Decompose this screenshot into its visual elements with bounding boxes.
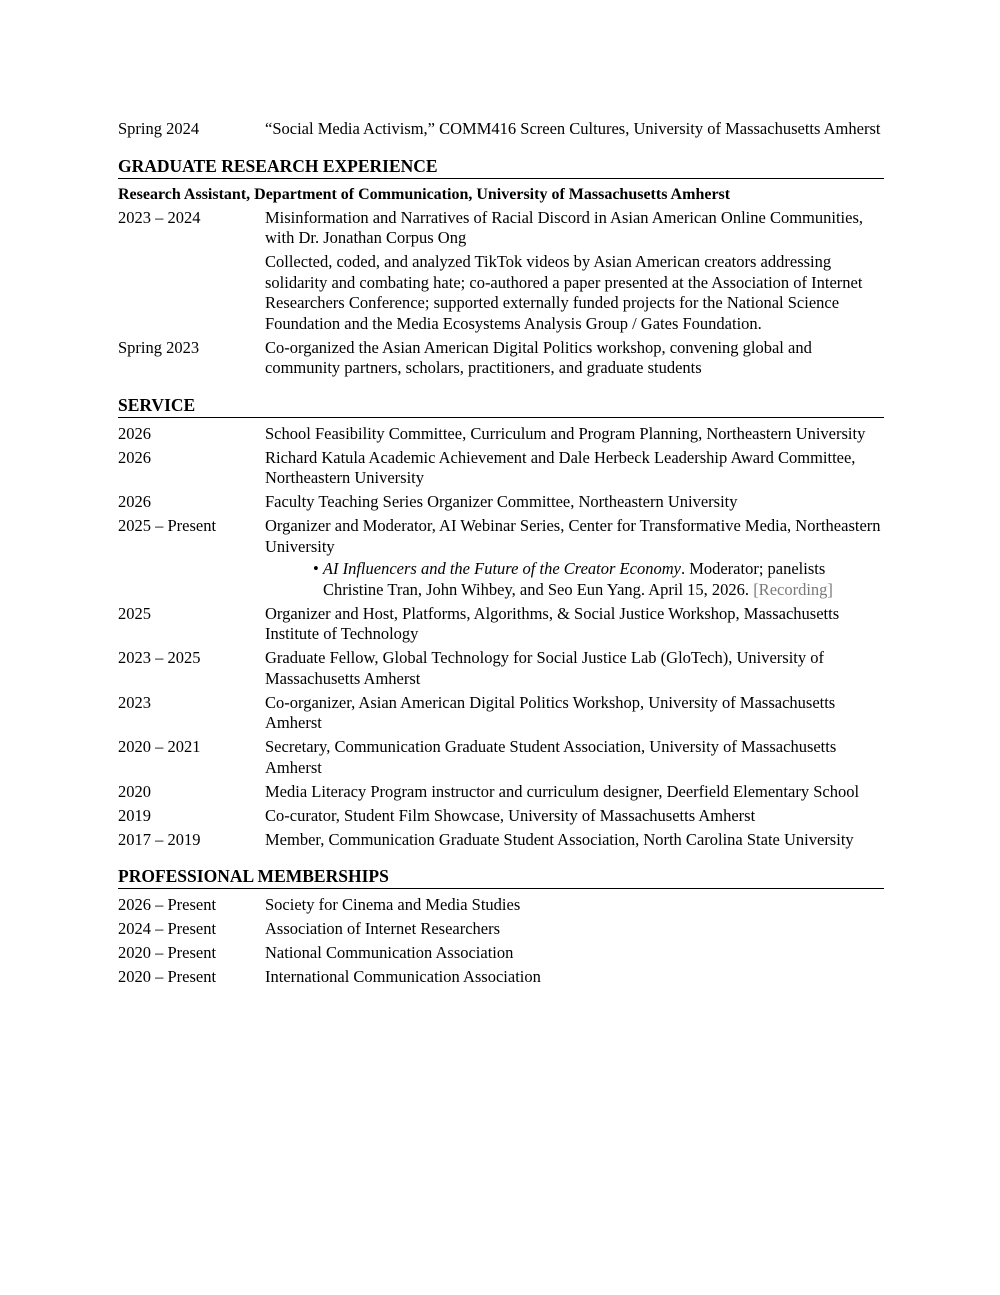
entry-date: 2019 [118,805,151,825]
entry-text: Media Literacy Program instructor and curriculum designer, Deerfield Elementary School [265,781,860,801]
service-entry [118,806,884,827]
entry-date: 2023 – 2024 [118,207,201,227]
research-entry [118,338,884,379]
service-entry [118,648,884,689]
entry-date: 2026 – Present [118,895,217,914]
entry-text: Richard Katula Academic Achievement and Dale Herbeck Leadership Award Committee, Northeastern University [265,447,856,487]
entry-text: Co-curator, Student Film Showcase, University of Massachusetts Amherst [265,805,756,825]
entry-text: International Communication Association [265,967,541,986]
membership-entry [118,919,884,940]
research-description: Collected, coded, and analyzed TikTok videos by Asian American creators addressing solidarity and combating hate; co-authored a paper presented at the Association of Internet Researchers Conference; supported externally funded projects for the National Science Foundation and the Media Ecosystems Analysis Group / Gates Foundation. [265,252,863,333]
entry-text: “Social Media Activism,” COMM416 Screen Cultures, University of Massachusetts Amherst [265,119,881,138]
entry-date: 2026 [118,423,151,443]
entry-date: Spring 2023 [118,337,200,357]
webinar-item [265,559,884,600]
service-entry [118,830,884,851]
entry-date: 2026 [118,447,151,467]
entry-text: Association of Internet Researchers [265,919,501,938]
entry-date: 2023 [118,692,151,712]
section-title-service: SERVICE [118,395,884,418]
membership-entry [118,967,884,988]
research-entry [118,208,884,335]
entry-date: 2026 [118,492,151,511]
teaching-entry [118,119,884,140]
entry-date: 2017 – 2019 [118,829,201,849]
membership-entry [118,943,884,964]
entry-text: Organizer and Host, Platforms, Algorithms, & Social Justice Workshop, Massachusetts Institute of Technology [265,603,840,643]
entry-text: Graduate Fellow, Global Technology for Social Justice Lab (GloTech), University of Massachusetts Amherst [265,648,825,688]
entry-date: 2025 – Present [118,516,217,535]
entry-date: 2024 – Present [118,919,217,938]
service-entry [118,424,884,445]
entry-date: 2023 – 2025 [118,648,201,667]
entry-text: Secretary, Communication Graduate Student Association, University of Massachusetts Amherst [265,737,837,777]
service-entry [118,516,884,600]
membership-entry [118,895,884,916]
entry-date: 2020 – Present [118,943,217,962]
entry-date: 2025 [118,603,151,623]
service-entry [118,737,884,778]
entry-date: Spring 2024 [118,119,200,138]
entry-text: School Feasibility Committee, Curriculum and Program Planning, Northeastern University [265,423,866,443]
research-position: Research Assistant, Department of Communication, University of Massachusetts Amherst [118,185,731,203]
section-title-memberships: PROFESSIONAL MEMBERSHIPS [118,866,884,889]
service-entry [118,492,884,513]
webinar-details: . Moderator; panelists Christine Tran, John Wihbey, and Seo Eun Yang. April 15, 2026. [323,559,826,599]
recording-link[interactable]: [Recording] [753,579,833,599]
entry-text: Faculty Teaching Series Organizer Committee, Northeastern University [265,492,738,511]
service-entry [118,448,884,489]
entry-date: 2020 [118,781,151,801]
entry-text: Organizer and Moderator, AI Webinar Series, Center for Transformative Media, Northeastern University [265,516,881,556]
entry-text: Co-organizer, Asian American Digital Politics Workshop, University of Massachusetts Amherst [265,692,836,732]
entry-text: National Communication Association [265,943,514,962]
research-project: Misinformation and Narratives of Racial Discord in Asian American Online Communities, with Dr. Jonathan Corpus Ong [265,207,864,247]
research-project: Co-organized the Asian American Digital Politics workshop, convening global and community partners, scholars, practitioners, and graduate students [265,337,812,377]
entry-text: Society for Cinema and Media Studies [265,895,521,914]
bullet-glyph: • [313,559,319,578]
entry-date: 2020 – Present [118,967,217,986]
service-entry [118,604,884,645]
service-entry [118,782,884,803]
webinar-title: AI Influencers and the Future of the Creator Economy [322,559,681,578]
service-entry [118,693,884,734]
entry-text: Member, Communication Graduate Student Association, North Carolina State University [265,829,854,849]
section-title-research: GRADUATE RESEARCH EXPERIENCE [118,156,884,179]
entry-date: 2020 – 2021 [118,737,201,756]
